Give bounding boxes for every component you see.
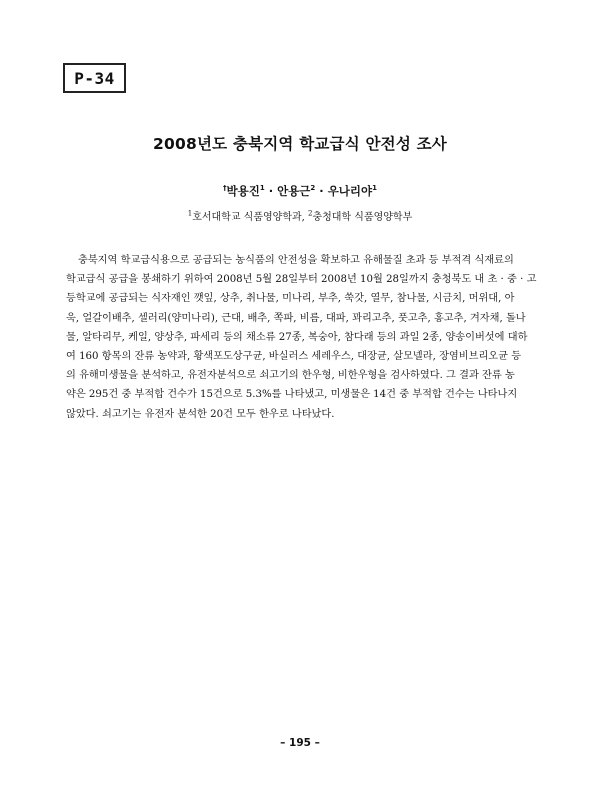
abstract-line: 약은 295건 중 부적합 건수가 15건으로 5.3%를 나타냈고, 미생물은 14건 중 부적합 건수는 나타나지 <box>66 389 518 401</box>
affiliations <box>0 208 600 223</box>
author-name: 안용근 <box>277 184 311 198</box>
affil-number: 2 <box>308 209 313 218</box>
affil-text: 충청대학 식품영양학부 <box>312 212 413 223</box>
author-separator: · <box>315 184 328 198</box>
author-list <box>0 183 600 199</box>
abstract-line: 여 160 항목의 잔류 농약과, 황색포도상구균, 바실러스 세레우스, 대장균, 살모넬라, 장염비브리오균 등 <box>66 351 522 363</box>
abstract-line: 충북지역 학교급식용으로 공급되는 농식품의 안전성을 확보하고 유해물질 초과 등 부적격 식재료의 <box>78 255 514 266</box>
abstract-line: 등학교에 공급되는 식자재인 깻잎, 상추, 취나물, 미나리, 부추, 쑥갓, 열무, 참나물, 시금치, 머위대, 아 <box>66 293 515 305</box>
abstract-body <box>66 251 540 424</box>
author-affil-number: 1 <box>259 184 265 193</box>
abstract-line: 물, 알타리무, 케일, 양상추, 파세리 등의 채소류 27종, 복숭아, 참다래 등의 과일 2종, 양송이버섯에 대하 <box>66 331 528 343</box>
abstract-line: 학교급식 공급을 봉쇄하기 위하여 2008년 5월 28일부터 2008년 10월 28일까지 충청북도 내 초 · 중 · 고 <box>66 274 537 286</box>
abstract-line: 않았다. 쇠고기는 유전자 분석한 20건 모두 한우로 나타났다. <box>66 408 335 420</box>
author-separator: · <box>264 184 278 198</box>
abstract-line: 욱, 얼갈이배추, 셀러리(양미나리), 근대, 배추, 쪽파, 비름, 대파, 꽈리고추, 풋고추, 홍고추, 겨자채, 돌나 <box>66 312 526 324</box>
author-affil-number: 2 <box>310 184 316 193</box>
poster-label: P-34 <box>63 63 126 93</box>
author-name: 박용진 <box>226 184 260 198</box>
author-name: 우나리야 <box>327 184 373 198</box>
author-affil-number: 1 <box>372 184 377 193</box>
affil-text: 호서대학교 식품영양학과, <box>192 212 308 223</box>
affil-number: 1 <box>187 209 193 218</box>
page-number: – 195 – <box>280 737 320 749</box>
corresponding-mark: † <box>223 184 227 193</box>
paper-title: 2008년도 충북지역 학교급식 안전성 조사 <box>153 135 447 153</box>
abstract-line: 의 유해미생물을 분석하고, 유전자분석으로 쇠고기의 한우형, 비한우형을 검사하였다. 그 결과 잔류 농 <box>66 370 515 382</box>
